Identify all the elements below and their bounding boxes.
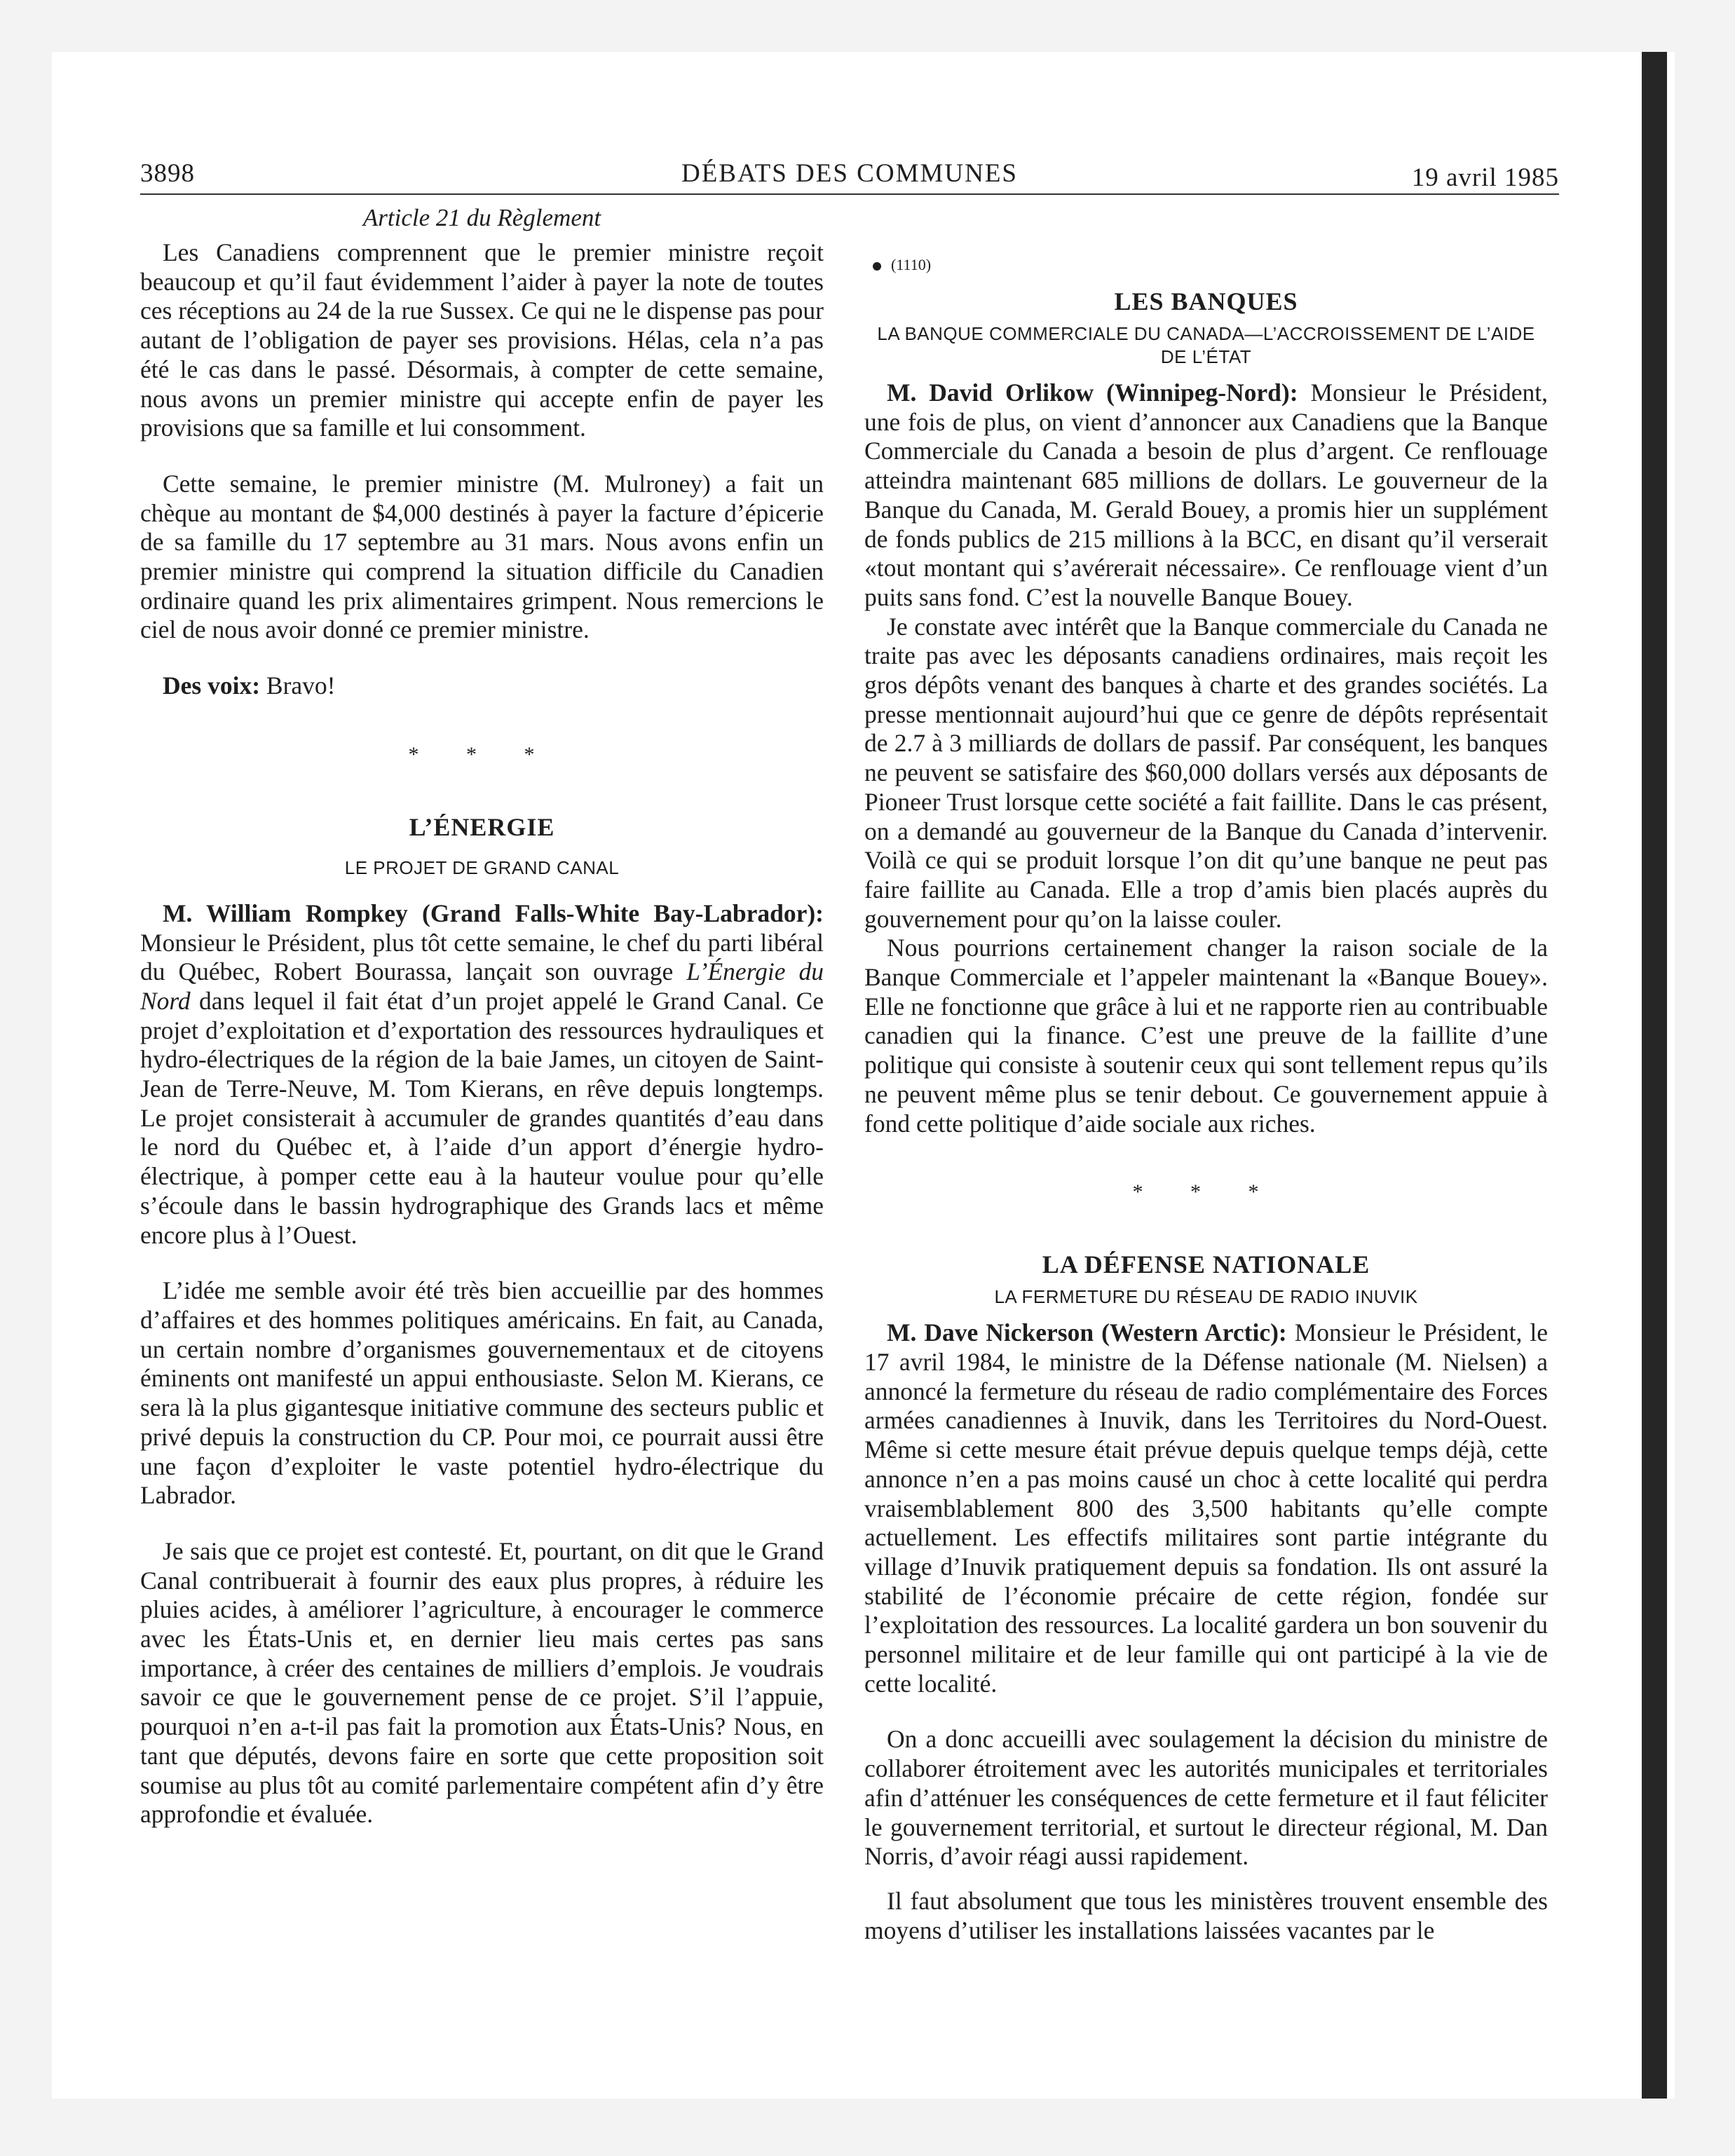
section-heading: LES BANQUES [1114,287,1298,315]
section-separator: * * * [1132,1180,1280,1204]
scan-edge-bar [1642,52,1667,2099]
paragraph: Je constate avec intérêt que la Banque commerciale du Canada ne traite pas avec les déposants canadiens ordinaires, mais reçoit les gros dépôts venant des banques à charte et des grandes sociétés. La presse mentionnait aujourd’hui que ce genre de dépôts représentait de 2.7 à 3 milliards de dollars de passif. Par conséquent, les banques ne peuvent se satisfaire des $60,000 dollars versés aux déposants de Pioneer Trust lorsque cette société a fait faillite. Dans le cas présent, on a demandé au gouverneur de la Banque du Canada d’intervenir. Voilà ce qui se produit lorsque l’on dit qu’une banque ne peut pas faire faillite au Canada. Elle a trop d’amis bien placés auprès du gouvernement pour qu’on la laisse couler. [864,612,1548,933]
speech-paragraph [864,1318,1548,1698]
section-subheading: LE PROJET DE GRAND CANAL [344,857,620,878]
speaker-name: M. David Orlikow (Winnipeg-Nord): [887,378,1298,407]
timestamp [873,251,1548,279]
speech-text: Monsieur le Président, plus tôt cette semaine, le chef du parti libéral du Québec, Robert Bourassa, lançait son ouvrage [140,928,824,986]
interjection [140,671,824,701]
publication-date: 19 avril 1985 [1411,163,1559,192]
paragraph: Il faut absolument que tous les ministères trouvent ensemble des moyens d’utiliser les installations laissées vacantes par le [864,1886,1548,1944]
speech-paragraph [140,899,824,1250]
speech-text: Monsieur le Président, une fois de plus, on vient d’annoncer aux Canadiens que la Banque Commerciale du Canada a besoin de plus d’argent. Ce renflouage atteindra maintenant 685 millions de dollars. Le gouverneur de la Banque du Canada, M. Gerald Bouey, a promis hier un supplément de fonds publics de 215 millions à la BCC, en disant qu’il verserait «tout montant qui s’avérerait nécessaire». Ce renflouage vient d’un puits sans fond. C’est la nouvelle Banque Bouey. [864,378,1549,611]
right-column [864,251,1548,1945]
book-title: L’Énergie du Nord [140,957,824,1015]
section-kicker: Article 21 du Règlement [362,204,601,231]
speech-paragraph [864,378,1548,613]
page-header [140,158,1559,195]
speaker-name: Des voix: [163,671,261,700]
paragraph: Cette semaine, le premier ministre (M. Mulroney) a fait un chèque au montant de $4,000 destinés à payer la facture d’épicerie de sa famille du 17 septembre au 31 mars. Nous avons enfin un premier ministre qui comprend la situation difficile du Canadien ordinaire quand les prix alimentaires grimpent. Nous remercions le ciel de nous avoir donné ce premier ministre. [140,469,824,644]
section-heading: LA DÉFENSE NATIONALE [1042,1250,1370,1279]
paragraph: L’idée me semble avoir été très bien accueillie par des hommes d’affaires et des hommes politiques américains. En fait, au Canada, un certain nombre d’organismes gouvernementaux et de citoyens éminents ont manifesté un appui enthousiaste. Selon M. Kierans, ce sera là la plus gigantesque initiative commune des secteurs public et privé depuis la construction du CP. Pour moi, ce pourrait aussi être une façon d’exploiter le vaste potentiel hydro-électrique du Labrador. [140,1276,824,1510]
timestamp-text: (1110) [891,256,932,273]
left-column [140,203,824,1829]
section-separator: * * * [408,742,556,766]
publication-title: DÉBATS DES COMMUNES [681,159,1018,188]
paragraph: Les Canadiens comprennent que le premier ministre reçoit beaucoup et qu’il faut évidemment l’aider à payer la note de toutes ces réceptions au 24 de la rue Sussex. Ce qui ne le dispense pas pour autant de l’obligation de payer ses provisions. Hélas, cela n’a pas été le cas dans le passé. Désormais, à compter de cette semaine, nous avons un premier ministre qui accepte enfin de payer les provisions que sa famille et lui consomment. [140,238,824,442]
paragraph: Je sais que ce projet est contesté. Et, pourtant, on dit que le Grand Canal contribuerait à fournir des eaux plus propres, à réduire les pluies acides, à améliorer l’agriculture, à encourager le commerce avec les États-Unis et, en dernier lieu mais certes pas sans importance, à créer des centaines de milliers d’emplois. Je voudrais savoir ce que le gouvernement pense de ce projet. S’il l’appuie, pourquoi n’en a-t-il pas fait la promotion aux États-Unis? Nous, en tant que députés, devons faire en sorte que cette proposition soit soumise au plus tôt au comité parlementaire compétent afin d’y être approfondie et évaluée. [140,1536,824,1829]
section-subheading: LA FERMETURE DU RÉSEAU DE RADIO INUVIK [994,1286,1418,1308]
speaker-name: M. Dave Nickerson (Western Arctic): [887,1318,1287,1347]
paragraph: On a donc accueilli avec soulagement la décision du ministre de collaborer étroitement avec les autorités municipales et territoriales afin d’atténuer les conséquences de cette fermeture et il faut féliciter le gouvernement territorial, et surtout le directeur régional, M. Dan Norris, d’avoir réagi aussi rapidement. [864,1725,1548,1871]
page-number: 3898 [140,159,195,188]
bullet-dot-icon [873,262,881,271]
speech-text: dans lequel il fait état d’un projet appelé le Grand Canal. Ce projet d’exploitation et d’exportation des ressources hydrauliques et hydro-électriques de la région de la baie James, un citoyen de Saint-Jean de Terre-Neuve, M. Tom Kierans, en rêve depuis longtemps. Le projet consisterait à accumuler de grandes quantités d’eau dans le nord du Québec et, à l’aide d’un apport d’énergie hydro-électrique, à pomper cette eau à la hauteur voulue pour qu’elle s’écoule dans le bassin hydrographique des Grands lacs et même encore plus à l’Ouest. [140,986,824,1249]
speech-text: Monsieur le Président, le 17 avril 1984, le ministre de la Défense nationale (M. Nielsen) a annoncé la fermeture du réseau de radio complémentaire des Forces armées canadiennes à Inuvik, dans les Territoires du Nord-Ouest. Même si cette mesure était prévue depuis quelque temps déjà, cette annonce n’en a pas moins causé un choc à cette localité qui perdra vraisemblablement 800 des 3,500 habitants qu’elle compte actuellement. Les effectifs militaires sont partie intégrante du village d’Inuvik pratiquement depuis sa fondation. Ils ont assuré la stabilité de l’économie précaire de cette région, fondée sur l’exploitation des ressources. La localité gardera un bon souvenir du personnel militaire et de leur famille qui ont participé à la vie de cette localité. [864,1318,1549,1698]
section-subheading: LA BANQUE COMMERCIALE DU CANADA—L’ACCROISSEMENT DE L’AIDE DE L’ÉTAT [877,323,1535,367]
paragraph: Nous pourrions certainement changer la raison sociale de la Banque Commerciale et l’appeler maintenant la «Banque Bouey». Elle ne fonctionne que grâce à lui et ne rapporte rien au contribuable canadien qui la finance. C’est une preuve de la faillite d’une politique qui consiste à soutenir ceux qui sont tellement repus qu’ils ne peuvent même plus se tenir debout. Ce gouvernement appuie à fond cette politique d’aide sociale aux riches. [864,934,1548,1138]
section-heading: L’ÉNERGIE [409,812,555,841]
speaker-name: M. William Rompkey (Grand Falls-White Bay-Labrador): [163,899,824,927]
interjection-text: Bravo! [266,671,336,700]
